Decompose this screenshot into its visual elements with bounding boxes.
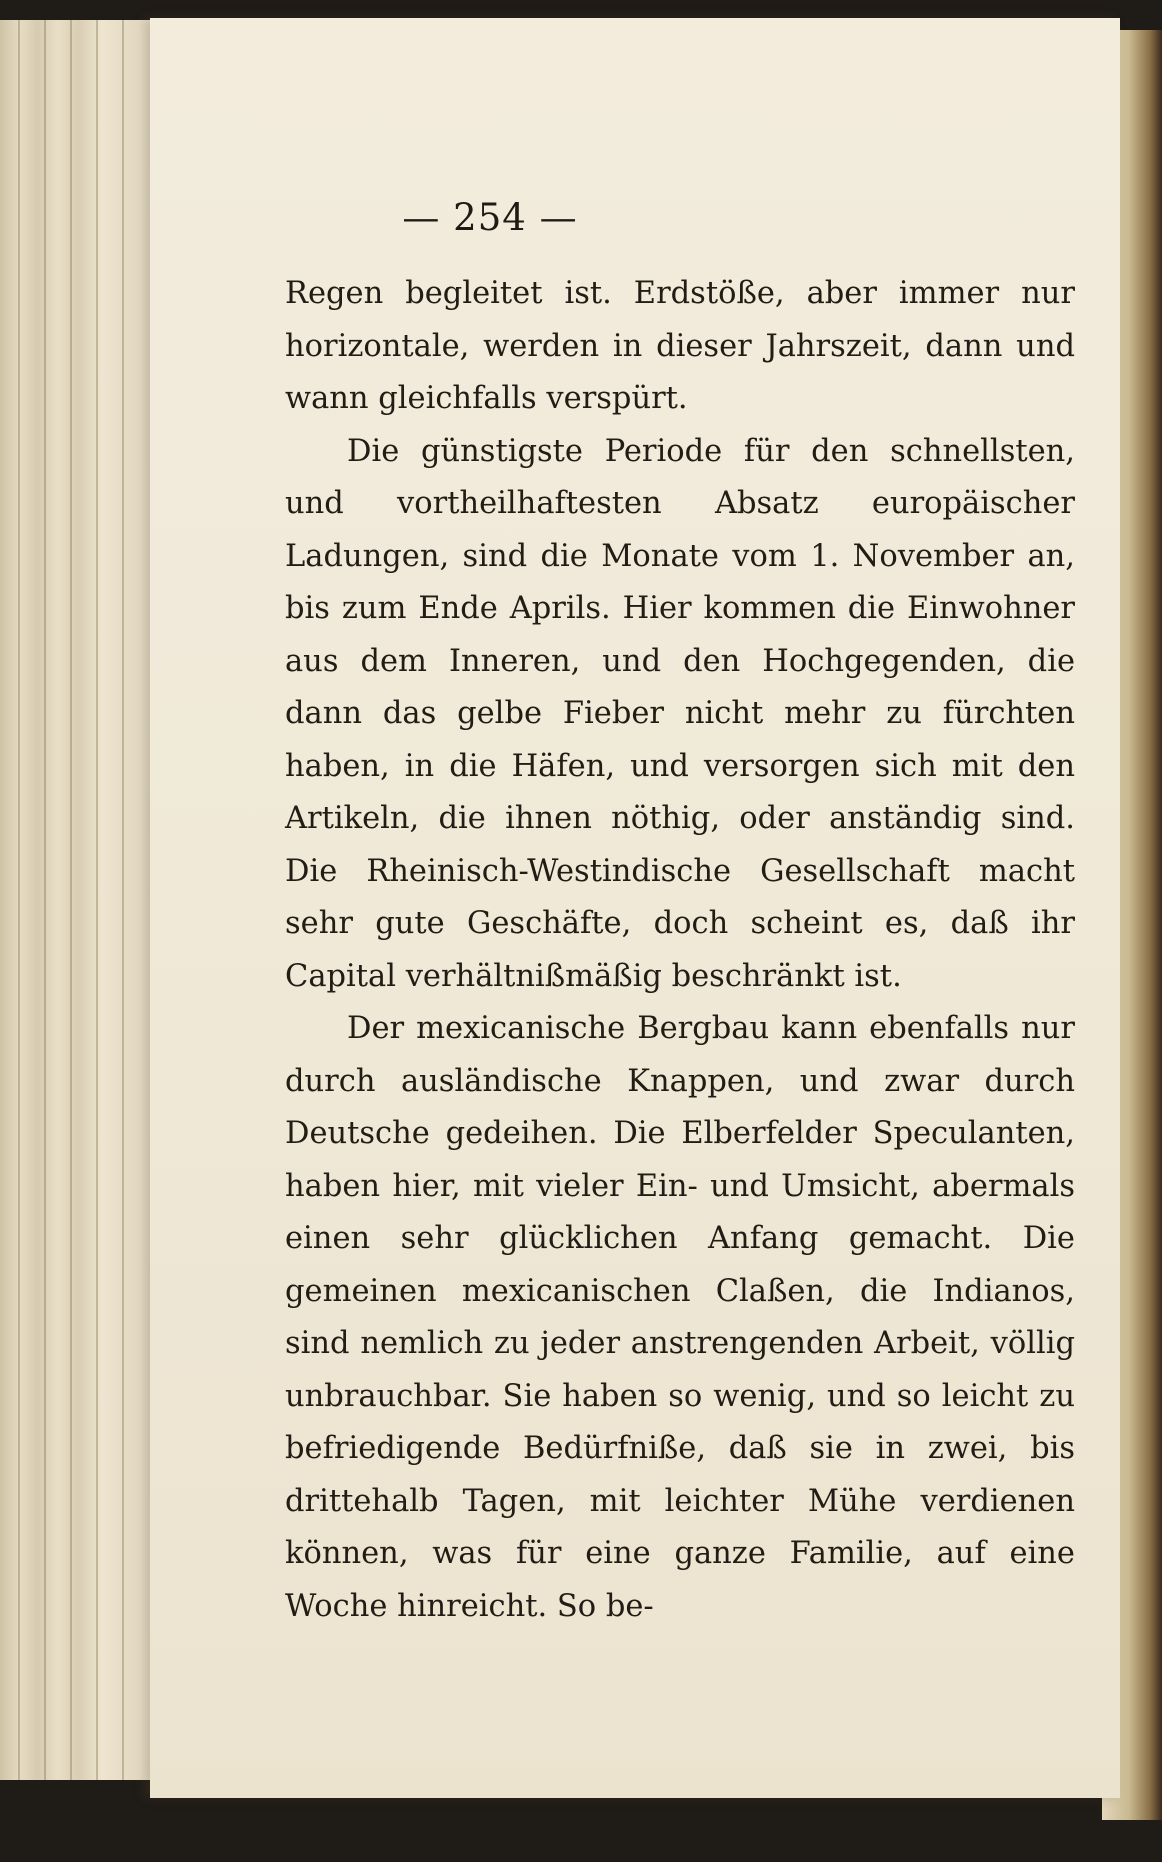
body-text bbox=[285, 268, 1075, 1633]
page-number: — 254 — bbox=[402, 196, 578, 239]
stacked-page-edges bbox=[0, 20, 170, 1780]
paragraph: Der mexicanische Bergbau kann ebenfalls nur durch ausländische Knappen, und zwar durch Deutsche gedeihen. Die Elberfelder Speculanten, haben hier, mit vieler Ein- und Umsicht, abermals einen sehr glücklichen Anfang gemacht. Die gemeinen mexicanischen Claßen, die Indianos, sind nemlich zu jeder anstrengenden Arbeit, völlig unbrauchbar. Sie haben so wenig, und so leicht zu befriedigende Bedürfniße, daß sie in zwei, bis drittehalb Tagen, mit leichter Mühe verdienen können, was für eine ganze Familie, auf eine Woche hinreicht. So be- bbox=[285, 1011, 1075, 1624]
paragraph: Die günstigste Periode für den schnellsten, und vortheilhaftesten Absatz europäischer Ladungen, sind die Monate vom 1. November an, bis zum Ende Aprils. Hier kommen die Einwohner aus dem Inneren, und den Hochgegenden, die dann das gelbe Fieber nicht mehr zu fürchten haben, in die Häfen, und versorgen sich mit den Artikeln, die ihnen nöthig, oder anständig sind. Die Rheinisch-Westindische Gesellschaft macht sehr gute Geschäfte, doch scheint es, daß ihr Capital verhältnißmäßig beschränkt ist. bbox=[285, 433, 1075, 994]
paragraph: Regen begleitet ist. Erdstöße, aber immer nur horizontale, werden in dieser Jahrszeit, dann und wann gleichfalls verspürt. bbox=[285, 276, 1075, 416]
